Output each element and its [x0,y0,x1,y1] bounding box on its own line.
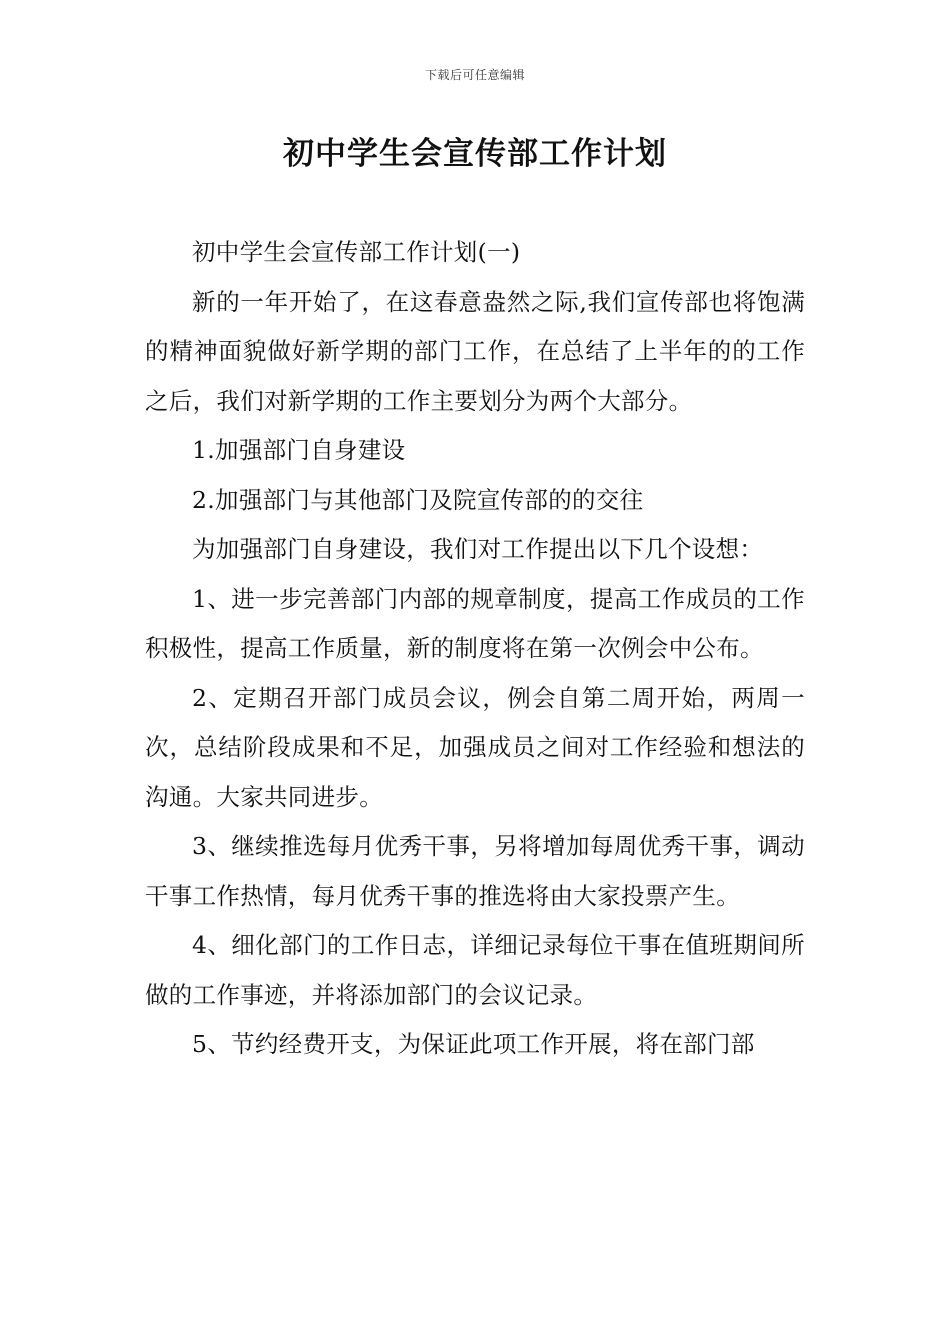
idea-item-2: 2、定期召开部门成员会议，例会自第二周开始，两周一次，总结阶段成果和不足，加强成员之间对工作经验和想法的沟通。大家共同进步。 [145,683,805,811]
document-body [145,228,805,1070]
ideas-intro-paragraph: 为加强部门自身建设，我们对工作提出以下几个设想： [192,535,764,563]
part-two-item: 2.加强部门与其他部门及院宣传部的的交往 [192,485,644,514]
document-title: 初中学生会宣传部工作计划 [283,136,667,172]
idea-item-1: 1、进一步完善部门内部的规章制度，提高工作成员的工作积极性，提高工作质量，新的制度将在第一次例会中公布。 [145,584,805,662]
idea-item-3: 3、继续推选每月优秀干事，另将增加每周优秀干事，调动干事工作热情，每月优秀干事的推选将由大家投票产生。 [145,832,805,910]
idea-item-4: 4、细化部门的工作日志，详细记录每位干事在值班期间所做的工作事迹，并将添加部门的会议记录。 [145,931,805,1009]
idea-item-5: 5、节约经费开支，为保证此项工作开展，将在部门部 [192,1030,755,1058]
subtitle-paragraph: 初中学生会宣传部工作计划(一) [192,238,521,266]
header-note: 下载后可任意编辑 [424,68,525,82]
part-one-item: 1.加强部门自身建设 [192,436,406,464]
intro-paragraph: 新的一年开始了，在这春意盎然之际,我们宣传部也将饱满的精神面貌做好新学期的部门工作，在总结了上半年的的工作之后，我们对新学期的工作主要划分为两个大部分。 [145,287,805,415]
